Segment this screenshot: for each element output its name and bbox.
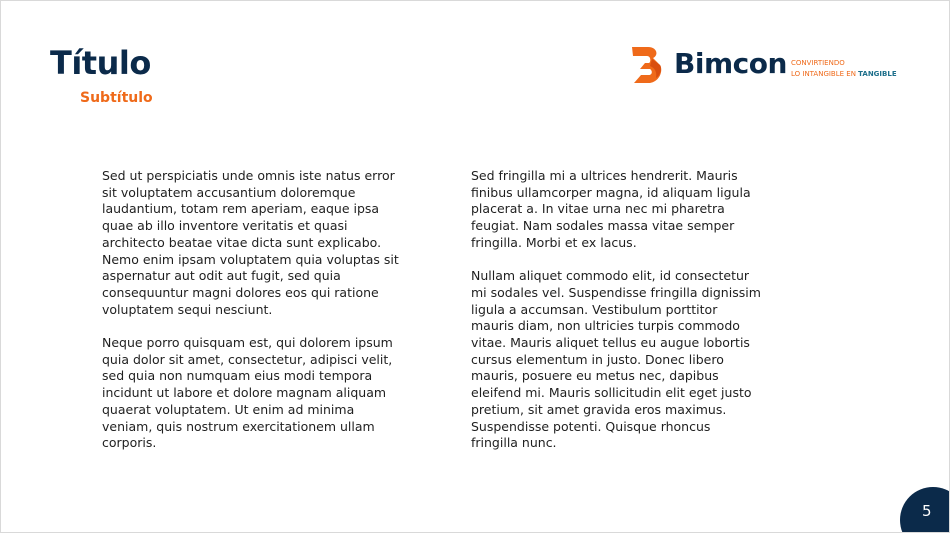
page-number-badge: [900, 487, 950, 533]
slide-subtitle: Subtítulo: [80, 90, 153, 106]
left-text-column: [102, 168, 402, 469]
tagline-line-1: CONVIRTIENDO: [791, 59, 845, 67]
tagline-line-2-emphasis: TANGIBLE: [858, 70, 897, 78]
bimcon-logo-icon: [630, 45, 666, 85]
bimcon-logo: [630, 45, 900, 87]
tagline-line-2-prefix: LO INTANGIBLE EN: [791, 70, 859, 78]
right-text-column: [471, 168, 761, 469]
logo-tagline: [791, 58, 897, 80]
left-paragraph-2: Neque porro quisquam est, qui dolorem ipsum quia dolor sit amet, consectetur, adipisci velit, sed quia non numquam eius modi tempora incidunt ut labore et dolore magnam aliquam quaerat voluptatem. Ut enim ad minima veniam, quis nostrum exercitationem ullam corporis.: [102, 335, 393, 451]
right-paragraph-2: Nullam aliquet commodo elit, id consectetur mi sodales vel. Suspendisse fringilla dignissim ligula a accumsan. Vestibulum porttitor mauris diam, non ultricies turpis commodo vitae. Mauris aliquet tellus eu augue lobortis cursus elementum in justo. Donec libero mauris, posuere eu metus nec, dapibus eleifend mi. Mauris sollicitudin elit eget justo pretium, sit amet gravida eros maximus. Suspendisse potenti. Quisque rhoncus fringilla nunc.: [471, 268, 761, 451]
right-paragraph-1: Sed fringilla mi a ultrices hendrerit. Mauris finibus ullamcorper magna, id aliquam ligula placerat a. In vitae urna nec mi pharetra feugiat. Nam sodales massa vitae semper fringilla. Morbi et ex lacus.: [471, 168, 751, 250]
left-paragraph-1: Sed ut perspiciatis unde omnis iste natus error sit voluptatem accusantium doloremque laudantium, totam rem aperiam, eaque ipsa quae ab illo inventore veritatis et quasi architecto beatae vitae dicta sunt explicabo. Nemo enim ipsam voluptatem quia voluptas sit aspernatur aut odit aut fugit, sed quia consequuntur magni dolores eos qui ratione voluptatem sequi nesciunt.: [102, 168, 399, 317]
logo-wordmark: Bimcon: [674, 47, 787, 80]
page-number: 5: [922, 502, 932, 520]
slide-title: Título: [50, 44, 151, 82]
tagline-line-2: [791, 69, 897, 80]
